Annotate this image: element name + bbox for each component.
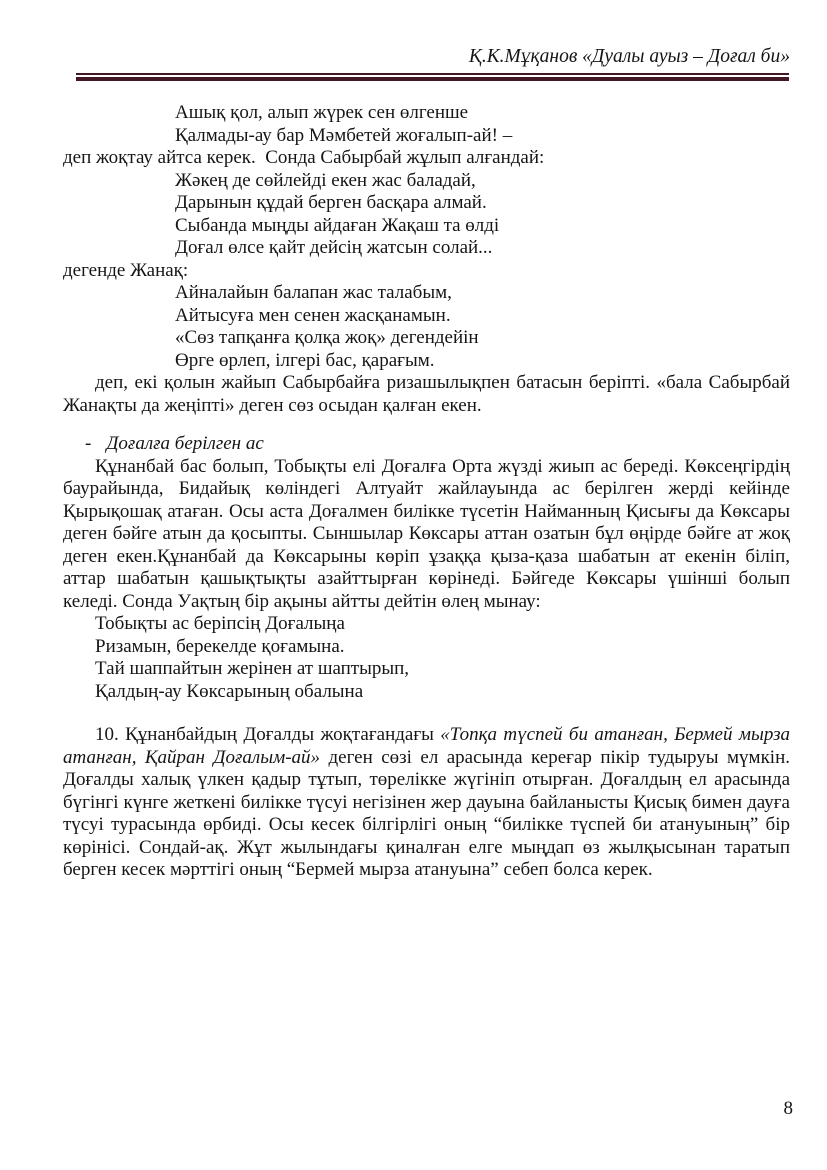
- poem-line: Тай шаппайтын жерінен ат шаптырып,: [95, 658, 410, 679]
- document-body: [63, 102, 790, 882]
- poem-line: Жәкең де сөйлейді екен жас баладай,: [175, 169, 476, 191]
- header-rule: [76, 73, 789, 81]
- section-heading: [63, 433, 790, 456]
- paragraph-feast: Құнанбай бас болып, Тобықты елі Доғалға Орта жүзді жиып ас береді. Көксеңгірдің баурайында, Бидайық көліндегі Алтуайт жайлауында ас берілген жерді кейінде Қырықошақ атаған. Осы аста Доғалмен билікке түсетін Найманның Қисығы да Көксары деген бәйге атын да қосыпты. Сыншылар Көксары аттан озатын бұл өңірде бәйге ат жоқ деген екен.Құнанбай да Көксарыны көріп ұзаққа қыза-қаза шабатын ат екенін біліп, аттар шабатын қашықтықты азайттырған көрінеді. Бәйгеде Көксары үшінші болып келеді. Сонда Уақтың бір ақыны айтты дейтін өлең мынау:: [63, 455, 790, 612]
- paragraph-10-rest: деген сөзі ел арасында кереғар пікір тудыруы мүмкін. Доғалды халық үлкен қадыр тұтып, төрелікке жүгініп отырған. Доғалдың ел арасында бүгінгі күнге жеткені билікке түсуі негізінен жер дауына байланысты Қисық бимен дауға түсуі турасында өрбиді. Осы кесек білгірлігі оның “билікке түспей би атануының” бір көрінісі. Сондай-ақ. Жұт жылындағы қиналған елге мыңдап өз жылқысынан таратып берген кесек мәрттігі оның “Бермей мырза атануына” себеп болса керек.: [63, 746, 791, 880]
- poem-line: Айналайын балапан жас талабым,: [175, 282, 452, 303]
- closing-paragraph: деп, екі қолын жайып Сабырбайға ризашылықпен батасын беріпті. «бала Сабырбай Жанақты да жеңіпті» деген сөз осыдан қалған екен.: [63, 372, 790, 416]
- poem-line: «Сөз тапқанға қолқа жоқ» дегендейін: [175, 327, 479, 348]
- page-number: 8: [783, 1097, 793, 1119]
- narration-line: деп жоқтау айтса керек. Сонда Сабырбай жұлып алғандай:: [63, 147, 545, 168]
- section-dash: -: [85, 433, 92, 454]
- section-title: Доғалға берілген ас: [106, 433, 264, 454]
- paragraph-10-quote: «Топқа түспей би атанған, Бермей мырза атанған, Қайран Доғалым-ай»: [63, 724, 790, 768]
- poem-line: Ризамын, берекелде қоғамына.: [95, 635, 345, 657]
- poem-line: Айтысуға мен сенен жасқанамын.: [175, 304, 451, 326]
- poem-line: Ашық қол, алып жүрек сен өлгенше: [175, 102, 469, 123]
- poem-line: Доғал өлсе қайт дейсің жатсын солай...: [175, 237, 493, 258]
- poem-line: Дарынын құдай берген басқара алмай.: [175, 192, 487, 213]
- narration-line: дегенде Жанақ:: [63, 259, 189, 281]
- page-header-title: Қ.К.Мұқанов «Дуалы ауыз – Доғал би»: [468, 46, 790, 67]
- poem-line: Өрге өрлеп, ілгері бас, қарағым.: [175, 349, 435, 371]
- poem-line: Тобықты ас беріпсің Доғалыңа: [95, 613, 345, 634]
- poem-line: Сыбанда мыңды айдаған Жақаш та өлді: [175, 214, 500, 236]
- paragraph-10-lead: 10. Құнанбайдың Доғалды жоқтағандағы: [95, 724, 441, 745]
- poem-line: Қалмады-ау бар Мәмбетей жоғалып-ай! –: [175, 124, 513, 146]
- paragraph-10: [63, 724, 790, 882]
- poem-line: Қалдың-ау Көксарының обалына: [95, 680, 364, 702]
